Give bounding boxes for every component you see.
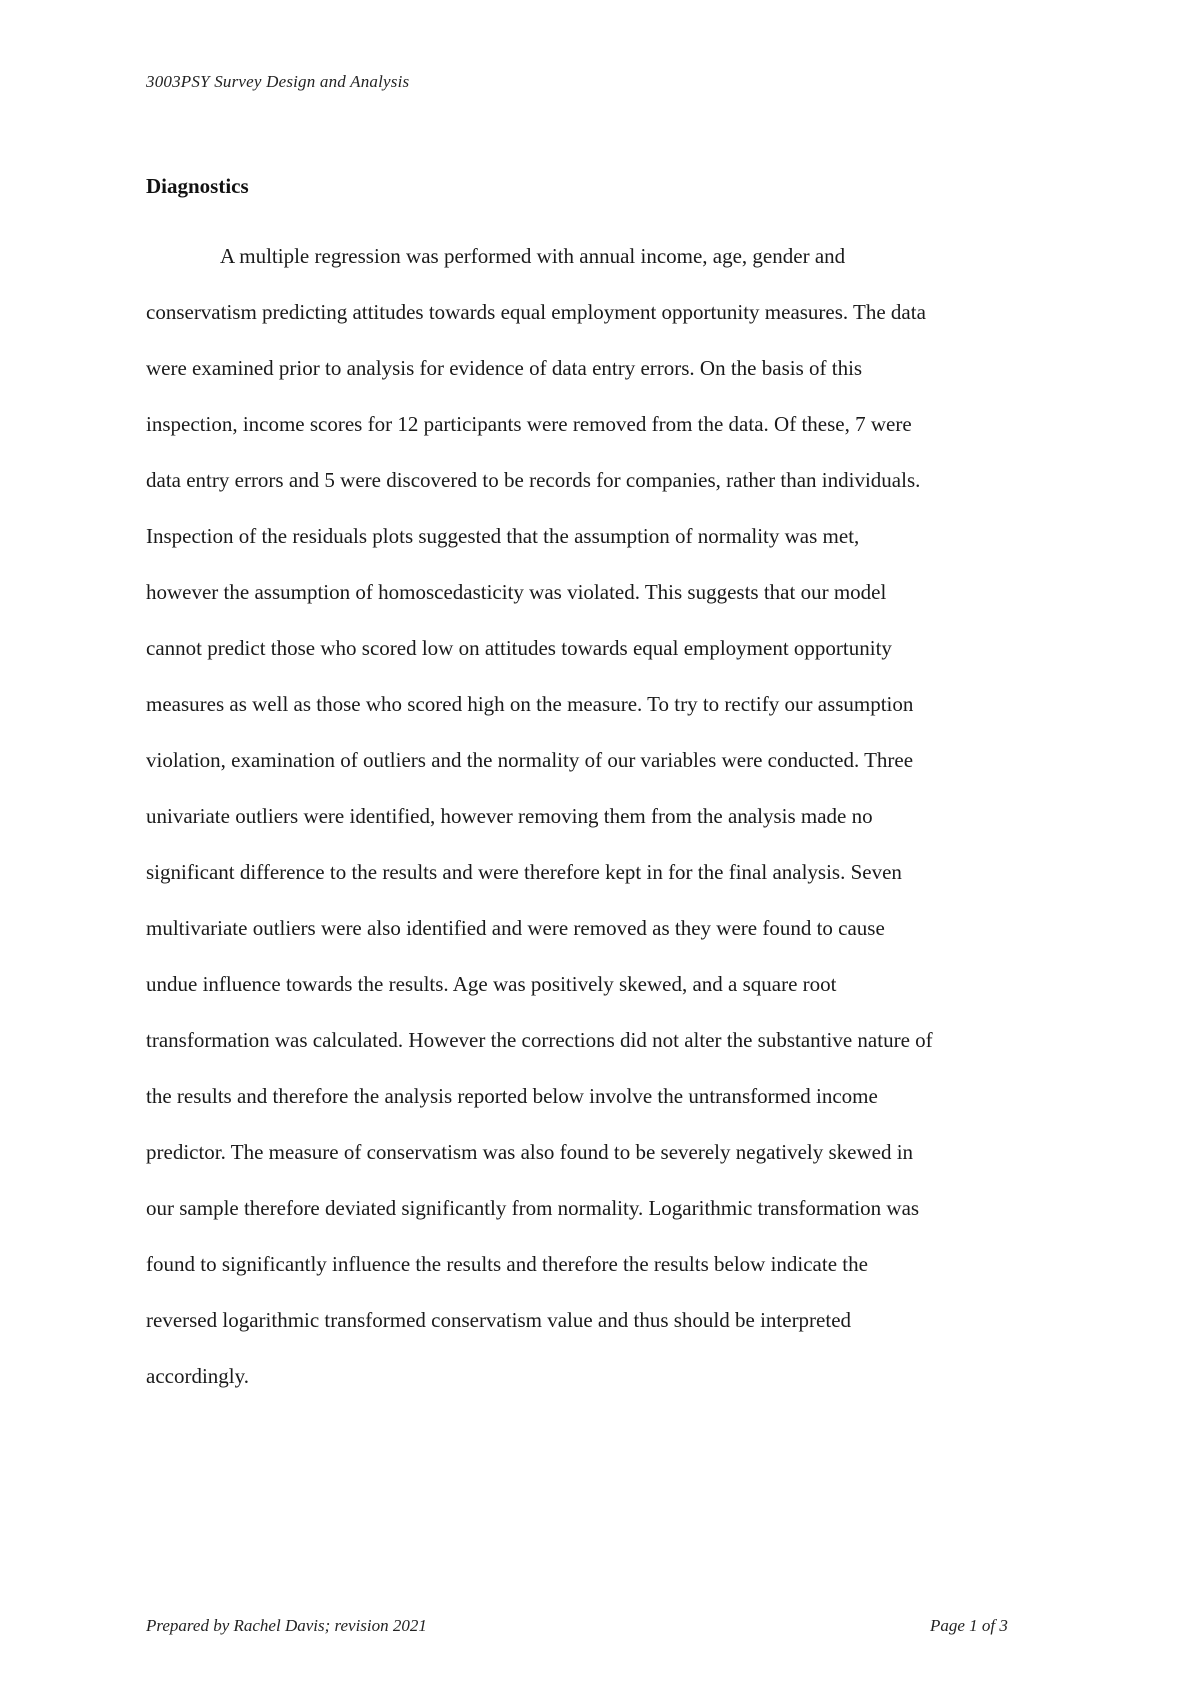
paragraph-line: accordingly. [146,1364,250,1388]
paragraph-line: significant difference to the results and were therefore kept in for the final analysis. Seven [146,860,902,884]
paragraph-line: undue influence towards the results. Age was positively skewed, and a square root [146,972,837,996]
paragraph-line: were examined prior to analysis for evidence of data entry errors. On the basis of this [146,356,863,380]
paragraph-line: measures as well as those who scored high on the measure. To try to rectify our assumption [146,692,914,716]
paragraph-line: data entry errors and 5 were discovered to be records for companies, rather than individuals. [146,468,921,492]
paragraph-line: reversed logarithmic transformed conservatism value and thus should be interpreted [146,1308,852,1332]
paragraph-line: however the assumption of homoscedasticity was violated. This suggests that our model [146,580,887,604]
paragraph-line: inspection, income scores for 12 participants were removed from the data. Of these, 7 were [146,412,912,436]
running-header: 3003PSY Survey Design and Analysis [146,72,410,91]
paragraph-line: cannot predict those who scored low on attitudes towards equal employment opportunity [146,636,892,660]
paragraph-line: the results and therefore the analysis reported below involve the untransformed income [146,1084,878,1108]
section-heading: Diagnostics [146,174,249,198]
footer-page-number: Page 1 of 3 [930,1616,1008,1635]
paragraph-line: found to significantly influence the results and therefore the results below indicate the [146,1252,868,1276]
body-paragraph [146,228,1061,1404]
paragraph-line: predictor. The measure of conservatism was also found to be severely negatively skewed in [146,1140,914,1164]
paragraph-line: A multiple regression was performed with annual income, age, gender and [220,244,846,268]
paragraph-line: multivariate outliers were also identified and were removed as they were found to cause [146,916,885,940]
paragraph-line: conservatism predicting attitudes towards equal employment opportunity measures. The data [146,300,926,324]
paragraph-line: univariate outliers were identified, however removing them from the analysis made no [146,804,873,828]
paragraph-line: our sample therefore deviated significantly from normality. Logarithmic transformation was [146,1196,920,1220]
paragraph-line: transformation was calculated. However the corrections did not alter the substantive nature of [146,1028,933,1052]
footer-prepared-by: Prepared by Rachel Davis; revision 2021 [146,1616,427,1635]
paragraph-line: violation, examination of outliers and the normality of our variables were conducted. Three [146,748,914,772]
paragraph-line: Inspection of the residuals plots suggested that the assumption of normality was met, [146,524,860,548]
